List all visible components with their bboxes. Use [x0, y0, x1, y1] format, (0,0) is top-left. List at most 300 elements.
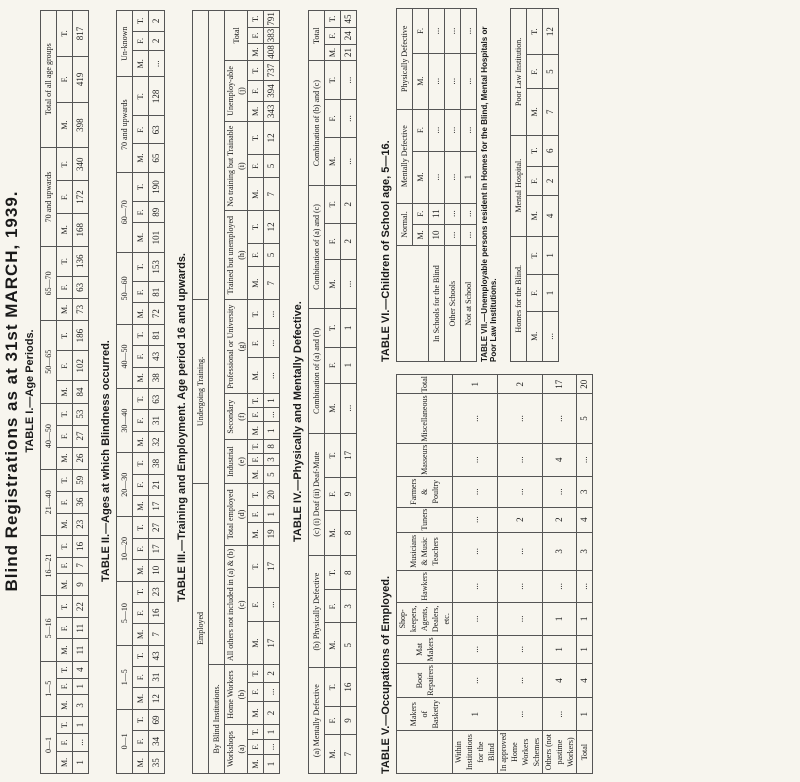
table4-col-header: Total — [309, 11, 325, 61]
table3-sub-header: M. — [248, 178, 264, 211]
table7-col-header: Poor Law Institution. — [511, 9, 527, 136]
table3-value: 1 — [264, 506, 280, 523]
table1-sub-header: T. — [57, 716, 73, 733]
table3-sub-header: T. — [248, 440, 264, 453]
table5-value: 4 — [543, 663, 577, 697]
table2-sub-header: T. — [133, 709, 149, 730]
table3-sub-header: M. — [248, 622, 264, 665]
table6-header-row — [397, 9, 413, 362]
table6-sub-header: F. — [413, 203, 429, 224]
table3-value: 5 — [264, 243, 280, 267]
table3-sub-header: M. — [248, 358, 264, 394]
table1-group-header: 0—1 — [41, 716, 57, 773]
table3-sub-header: F. — [248, 506, 264, 523]
table5-value: 5 — [577, 394, 593, 443]
table4-value: 2 — [341, 185, 357, 223]
table2-value: 31 — [149, 410, 165, 431]
table3-value: ... — [264, 739, 280, 754]
table2-value: 63 — [149, 389, 165, 410]
table3-undergoing-header: Undergoing Training. — [193, 300, 209, 484]
table6-row — [445, 9, 461, 362]
table6-value: ... — [461, 203, 477, 224]
table3-value: 3 — [264, 453, 280, 466]
table3-sub-header: M. — [248, 523, 264, 546]
table1-sub-header: F. — [57, 351, 73, 381]
table6-row-label: Not at School — [461, 246, 477, 362]
table4-value: 21 — [341, 44, 357, 61]
table5-col-header: Mat Makers — [397, 636, 453, 664]
table1-group-header: 40—50 — [41, 403, 57, 469]
table2-sub-header: T. — [133, 453, 149, 474]
table4-col-header: (b) Physically Defective — [309, 555, 325, 667]
table3-value: ... — [264, 407, 280, 421]
table3-value: 7 — [264, 178, 280, 211]
table4-sub-header: T. — [325, 61, 341, 99]
table3-sub-header: F. — [248, 154, 264, 178]
table3-value: 737 — [264, 60, 280, 80]
table5-value: ... — [577, 571, 593, 602]
table1-sub-header: F. — [57, 57, 73, 103]
table1-group-header: 16—21 — [41, 535, 57, 595]
table3-value: ... — [264, 300, 280, 329]
table5-value: 1 — [577, 636, 593, 664]
table3-value: 12 — [264, 122, 280, 154]
table1-sub-header: M. — [57, 639, 73, 661]
table6-value: ... — [429, 53, 445, 109]
table1-sub-header: T. — [57, 596, 73, 618]
table4-sub-header: T. — [325, 433, 341, 478]
table1-value: ... — [73, 733, 89, 751]
table3-col-header: Professional or University (g) — [225, 300, 248, 394]
table5-value: ... — [453, 476, 498, 507]
table6-col-header: Mentally Defective — [397, 109, 413, 203]
table2-group-header: 1—5 — [117, 645, 133, 709]
table1-value: 136 — [73, 246, 89, 276]
table2-sub-header: F. — [133, 731, 149, 752]
table2-value: 38 — [149, 367, 165, 389]
table2-sub-header: M. — [133, 144, 149, 172]
table6-value: 1 — [461, 151, 477, 203]
table4-value: 8 — [341, 510, 357, 555]
table5-value: ... — [453, 394, 498, 443]
table5-value: ... — [498, 394, 543, 443]
table3-sub-header: T. — [248, 545, 264, 587]
table2-group-header: 70 and upwards — [117, 77, 133, 172]
table2-value: 34 — [149, 731, 165, 752]
table2-value: 101 — [149, 223, 165, 252]
table6-value: ... — [445, 203, 461, 224]
table2-group-header: 40—50 — [117, 324, 133, 388]
table5-col-header: Total — [397, 375, 453, 394]
table4-value: ... — [341, 383, 357, 433]
table3-value: ... — [264, 358, 280, 394]
table3-sub-header: M. — [248, 101, 264, 121]
table5-col-header: Shop-keepers, Agents, Dealers, etc. — [397, 602, 453, 635]
table3-value: 17 — [264, 545, 280, 587]
table2-group-header: 20—30 — [117, 453, 133, 517]
table3-value: 19 — [264, 523, 280, 546]
table1-group-header: Total of all age groups — [41, 11, 57, 148]
table5-value: ... — [453, 602, 498, 635]
table3-value: 2 — [264, 664, 280, 682]
table6-value: ... — [461, 9, 477, 54]
table4-col-header: Combination of (a) and (b) — [309, 309, 325, 433]
table5-value: ... — [498, 443, 543, 476]
table5-value: 17 — [543, 375, 577, 394]
table4-col-header: Combination of (a) and (c) — [309, 185, 325, 309]
table1-value: 73 — [73, 298, 89, 320]
table1-group-header: 65—70 — [41, 246, 57, 320]
table3-value: 791 — [264, 11, 280, 28]
table5-value: 4 — [577, 663, 593, 697]
table2-group-header: 30—40 — [117, 389, 133, 453]
table1-sub-header: T. — [57, 403, 73, 425]
table1-sub-header: T. — [57, 535, 73, 557]
table6-row-label: In Schools for the Blind — [429, 246, 445, 362]
table2-value: 63 — [149, 116, 165, 144]
table1-value: 1 — [73, 716, 89, 733]
table2-sub-header: F. — [133, 31, 149, 50]
table1-title: TABLE I.—Age Periods. — [24, 329, 36, 453]
table4-sub-header: T. — [325, 11, 341, 28]
table6-value: ... — [445, 109, 461, 151]
table6-value: ... — [461, 109, 477, 151]
table3-value: 7 — [264, 267, 280, 300]
table1-value: 3 — [73, 694, 89, 716]
table4-value: 1 — [341, 347, 357, 383]
table7-sub-header: F. — [527, 275, 543, 312]
table1-value: 102 — [73, 351, 89, 381]
table7-title: TABLE VII.—Unemployable persons resident in Homes for the Blind, Mental Hospitals or Poor Law Institutions. — [480, 26, 498, 362]
table4-sub-header: F. — [325, 27, 341, 44]
table5-header-row — [397, 375, 453, 774]
table1-sub-header: T. — [57, 469, 73, 491]
table4-value: 8 — [341, 555, 357, 590]
table4-sub-header: M. — [325, 623, 341, 668]
table4-value: 17 — [341, 433, 357, 478]
table2-value: 16 — [149, 602, 165, 623]
page-title: Blind Registrations as at 31st MARCH, 1939. — [2, 190, 21, 592]
table5-col-header: Musicians & Music Teachers — [397, 532, 453, 571]
table2-value: 81 — [149, 324, 165, 345]
table7-sub-row — [527, 9, 543, 362]
table2-value: 35 — [149, 752, 165, 774]
table6-row-label: Other Schools — [445, 246, 461, 362]
table4-title: TABLE IV.—Physically and Mentally Defective. — [292, 301, 304, 542]
table1-sub-header: M. — [57, 447, 73, 469]
table1-sub-header: F. — [57, 557, 73, 573]
table3-value: 383 — [264, 27, 280, 44]
table1-group-header: 70 and upwards — [41, 148, 57, 246]
table3-col-header: Workshops (a) — [225, 725, 248, 774]
table6-value: ... — [445, 53, 461, 109]
table3-sub-header: F. — [248, 81, 264, 101]
table1-sub-header: M. — [57, 513, 73, 535]
table7-col-header: Mental Hospital. — [511, 135, 527, 236]
table7-sub-header: T. — [527, 135, 543, 166]
table1-value: 63 — [73, 276, 89, 298]
table2-value: 27 — [149, 517, 165, 538]
table6-value: 10 — [429, 224, 445, 246]
table2-sub-header: F. — [133, 116, 149, 144]
table5-corner — [397, 731, 453, 774]
table2-value: 43 — [149, 645, 165, 666]
table2-sub-header: F. — [133, 602, 149, 623]
table2-value: 10 — [149, 560, 165, 582]
table7-value: 5 — [543, 55, 559, 89]
table4 — [308, 10, 357, 774]
table3-sub-header: T. — [248, 11, 264, 28]
table1-value-row — [73, 11, 89, 774]
table1-value: 172 — [73, 181, 89, 214]
table2-sub-header: M. — [133, 688, 149, 710]
table3-value: 1 — [264, 725, 280, 740]
table2-sub-header: M. — [133, 752, 149, 774]
table3-sub-header: F. — [248, 243, 264, 267]
table3-sub-header: M. — [248, 422, 264, 440]
table1-value: 84 — [73, 381, 89, 403]
table2-value: 69 — [149, 709, 165, 730]
table5-row — [453, 375, 498, 774]
table5-value: 3 — [577, 532, 593, 571]
table6-value: ... — [429, 151, 445, 203]
table2-value: 2 — [149, 31, 165, 50]
table3-sub-header: F. — [248, 329, 264, 358]
table2-sub-header: M. — [133, 303, 149, 325]
table5-value: 2 — [543, 507, 577, 532]
table6-corner — [397, 246, 429, 362]
table1-sub-header: F. — [57, 181, 73, 214]
table5-value: ... — [498, 476, 543, 507]
table7-value: 1 — [543, 236, 559, 275]
table5-col-header: Hawkers — [397, 571, 453, 602]
table5-value: ... — [453, 507, 498, 532]
table5-row-label: Total — [577, 731, 593, 774]
table6-sub-header: F. — [413, 9, 429, 54]
table2-sub-header: F. — [133, 202, 149, 223]
table1 — [40, 10, 89, 774]
table1-value: 27 — [73, 425, 89, 447]
table2-value: 2 — [149, 11, 165, 32]
table2-value: 7 — [149, 624, 165, 646]
table5-value: 1 — [453, 375, 498, 394]
table3-col-row — [225, 11, 248, 774]
table5-row-label: Within Institutions for the Blind — [453, 731, 498, 774]
table3-col-header: No training but Trainable (i) — [225, 122, 248, 211]
table6-value: ... — [445, 224, 461, 246]
table5-col-header: Tuners — [397, 507, 453, 532]
table6 — [396, 8, 477, 362]
table3-blind-inst-header: By Blind Institutions. — [209, 664, 225, 773]
table2-value: 128 — [149, 77, 165, 116]
table2-group-header: 10—20 — [117, 517, 133, 581]
table5-col-header: Makers of Basketry — [397, 698, 453, 731]
table4-sub-header: M. — [325, 138, 341, 186]
table1-value: 419 — [73, 57, 89, 103]
table3-value: 8 — [264, 440, 280, 453]
table4-sub-header: F. — [325, 590, 341, 623]
table3-sub-header: F. — [248, 739, 264, 754]
table2-group-header: 5—10 — [117, 581, 133, 645]
table4-value: 5 — [341, 623, 357, 668]
table1-sub-header: M. — [57, 694, 73, 716]
table1-value: 53 — [73, 403, 89, 425]
table5-value: ... — [498, 602, 543, 635]
table4-sub-header: T. — [325, 185, 341, 223]
table1-sub-header: T. — [57, 661, 73, 678]
table5-value: ... — [543, 698, 577, 731]
table2-value: 153 — [149, 252, 165, 281]
table4-sub-header: M. — [325, 735, 341, 774]
table1-sub-header: M. — [57, 751, 73, 773]
table5-col-header: Boot Repairers — [397, 663, 453, 697]
table3 — [192, 10, 280, 774]
table4-value: 16 — [341, 668, 357, 707]
table2-value: 190 — [149, 172, 165, 201]
table7-sub-header: T. — [527, 236, 543, 275]
table3-top-row — [193, 11, 209, 774]
table5-col-header: Masseurs — [397, 443, 453, 476]
table6-sub-header: F. — [413, 109, 429, 151]
table4-sub-header: F. — [325, 478, 341, 511]
table1-sub-header: F. — [57, 678, 73, 694]
table2-sub-header: T. — [133, 252, 149, 281]
table1-value: 398 — [73, 102, 89, 148]
table5-col-header: Miscellaneous — [397, 394, 453, 443]
table2-value: ... — [149, 50, 165, 77]
table7-sub-header: F. — [527, 166, 543, 195]
table3-sub-header: M. — [248, 701, 264, 724]
table3-sub-row — [248, 11, 264, 774]
table3-value: 1 — [264, 422, 280, 440]
table4-sub-row — [325, 11, 341, 774]
table2-sub-header: F. — [133, 667, 149, 688]
table6-value: ... — [429, 109, 445, 151]
table2-sub-header: F. — [133, 346, 149, 367]
table5-value: 3 — [577, 476, 593, 507]
table5-value: ... — [453, 663, 498, 697]
table5-value: ... — [453, 443, 498, 476]
table1-value: 59 — [73, 469, 89, 491]
table3-sub-header: T. — [248, 60, 264, 80]
table1-value: 817 — [73, 11, 89, 57]
table7-col-header: Homes for the Blind. — [511, 236, 527, 361]
table2-value: 17 — [149, 495, 165, 517]
table1-value: 1 — [73, 751, 89, 773]
table7-value: 1 — [543, 275, 559, 312]
table2 — [116, 10, 165, 774]
table1-sub-header: T. — [57, 148, 73, 181]
table1-sub-header: F. — [57, 733, 73, 751]
table7-header-row — [511, 9, 527, 362]
table3-col-header: Secondary (f) — [225, 394, 248, 440]
table2-sub-header: T. — [133, 77, 149, 116]
table3-value: 5 — [264, 154, 280, 178]
table2-value: 89 — [149, 202, 165, 223]
table3-sub-header: T. — [248, 211, 264, 243]
table2-sub-header: T. — [133, 389, 149, 410]
table2-sub-header: T. — [133, 517, 149, 538]
table1-sub-header: F. — [57, 618, 73, 639]
table5-value: ... — [543, 394, 577, 443]
table3-sub-header: M. — [248, 755, 264, 774]
table1-group-header: 1—5 — [41, 661, 57, 716]
table3-value: 2 — [264, 701, 280, 724]
table4-sub-header: T. — [325, 555, 341, 590]
table2-sub-header: T. — [133, 172, 149, 201]
table3-employed-header: Employed — [193, 483, 209, 773]
table4-value: 9 — [341, 478, 357, 511]
table2-sub-header: F. — [133, 538, 149, 559]
table6-value: ... — [461, 224, 477, 246]
table5-row-label: Others (not pastime Workers) — [543, 731, 577, 774]
table2-value: 38 — [149, 453, 165, 474]
table2-group-header: 60—70 — [117, 172, 133, 252]
table1-group-row — [41, 11, 57, 774]
table2-value: 72 — [149, 303, 165, 325]
table4-col-header: (a) Mentally Defective — [309, 668, 325, 774]
table3-value: 408 — [264, 44, 280, 61]
table4-value: 9 — [341, 706, 357, 734]
table6-value: ... — [445, 9, 461, 54]
table1-value: 7 — [73, 557, 89, 573]
table4-value: 24 — [341, 27, 357, 44]
table5-value: ... — [543, 571, 577, 602]
table3-sub-header: M. — [248, 267, 264, 300]
table1-value: 4 — [73, 661, 89, 678]
table3-subgroup-row — [209, 11, 225, 774]
table2-value: 81 — [149, 282, 165, 303]
table5-value: 2 — [498, 375, 543, 394]
table7-value-row — [543, 9, 559, 362]
table1-value: 186 — [73, 320, 89, 350]
table4-sub-header: M. — [325, 44, 341, 61]
table4-value: 2 — [341, 223, 357, 259]
table7-sub-header: T. — [527, 9, 543, 55]
table3-value: 1 — [264, 394, 280, 408]
table3-sub-header: T. — [248, 300, 264, 329]
table3-col-header: Unemploy-able (j) — [225, 60, 248, 121]
table3-sub-header: T. — [248, 394, 264, 408]
table6-col-header: Physically Defective — [397, 9, 413, 110]
table3-value: 394 — [264, 81, 280, 101]
table5-value: 3 — [543, 532, 577, 571]
table5-value: ... — [498, 636, 543, 664]
table5-value: 20 — [577, 375, 593, 394]
table4-sub-header: F. — [325, 99, 341, 137]
table1-group-header: 5—16 — [41, 596, 57, 662]
table1-value: 36 — [73, 491, 89, 513]
table1-value: 23 — [73, 513, 89, 535]
table7-value: 2 — [543, 166, 559, 195]
table4-sub-header: F. — [325, 706, 341, 734]
table4-sub-header: F. — [325, 347, 341, 383]
table3-value: ... — [264, 588, 280, 622]
table7-sub-header: M. — [527, 89, 543, 136]
table5-value: 4 — [577, 507, 593, 532]
table2-sub-header: T. — [133, 324, 149, 345]
table4-sub-header: M. — [325, 259, 341, 309]
table4-sub-header: M. — [325, 510, 341, 555]
table5-row — [577, 375, 593, 774]
table7-sub-header: M. — [527, 196, 543, 236]
table1-value: 16 — [73, 535, 89, 557]
table7-value: 4 — [543, 196, 559, 236]
table2-value: 31 — [149, 667, 165, 688]
table3-col-header: Total employed (d) — [225, 483, 248, 545]
table2-sub-header: T. — [133, 11, 149, 32]
table3-value: 17 — [264, 622, 280, 665]
